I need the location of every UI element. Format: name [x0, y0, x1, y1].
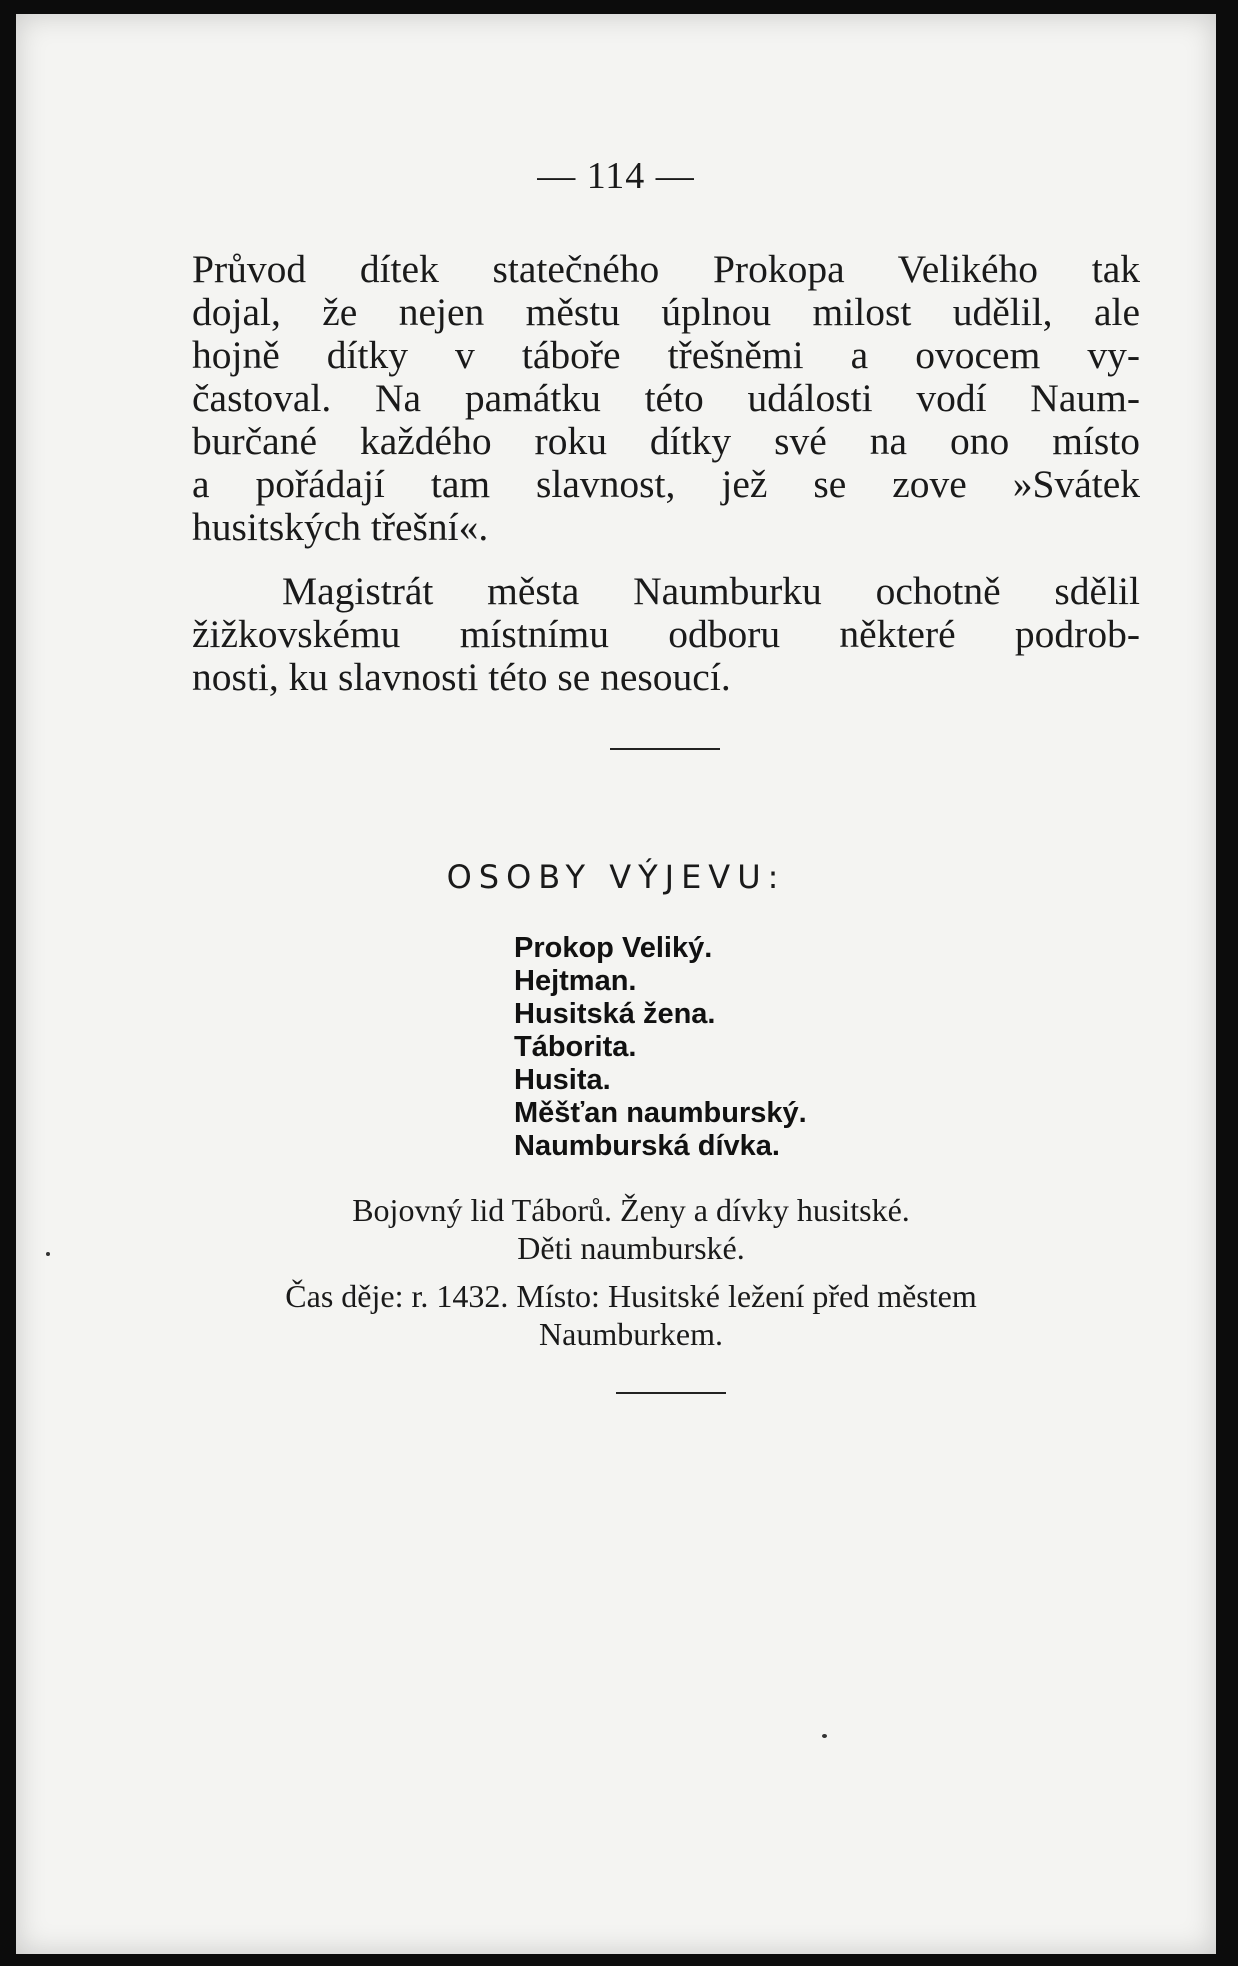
- crowd-line: Bojovný lid Táborů. Ženy a dívky husitské.: [352, 1192, 910, 1228]
- ink-speck: [822, 1734, 827, 1738]
- book-page: [16, 14, 1216, 1954]
- text-line: Magistrát města Naumburku ochotně sdělil: [282, 569, 1140, 613]
- time-place-line: Naumburkem.: [539, 1316, 723, 1352]
- paragraph-2: [192, 570, 1140, 699]
- cast-item: Táborita.: [514, 1031, 637, 1063]
- text-line: a pořádají tam slavnost, jež se zove »Svátek: [192, 462, 1140, 506]
- text-line: dojal, že nejen městu úplnou milost udělil, ale: [192, 290, 1140, 334]
- text-line: častoval. Na památku této události vodí Naum-: [192, 376, 1140, 420]
- text-line: Průvod dítek statečného Prokopa Velikého tak: [192, 247, 1140, 291]
- cast-item: Husita.: [514, 1064, 611, 1096]
- cast-list: [514, 932, 807, 1163]
- crowd-line: Děti naumburské.: [517, 1230, 745, 1266]
- cast-item: Měšťan naumburský.: [514, 1097, 807, 1129]
- cast-item: Naumburská dívka.: [514, 1130, 780, 1162]
- section-divider: [616, 1392, 726, 1394]
- cast-item: Hejtman.: [514, 965, 637, 997]
- time-place-line: Čas děje: r. 1432. Místo: Husitské ležení před městem: [285, 1278, 977, 1314]
- cast-item: Prokop Veliký.: [514, 932, 713, 964]
- text-line: burčané každého roku dítky své na ono místo: [192, 419, 1140, 463]
- paragraph-1: [192, 248, 1140, 549]
- text-line: nosti, ku slavnosti této se nesoucí.: [192, 655, 731, 699]
- section-divider: [610, 748, 720, 750]
- text-line: husitských třešní«.: [192, 505, 489, 549]
- text-line: hojně dítky v táboře třešněmi a ovocem vy-: [192, 333, 1140, 377]
- text-line: žižkovskému místnímu odboru některé podrob-: [192, 612, 1140, 656]
- ink-speck: [46, 1252, 50, 1256]
- page-number: — 114 —: [537, 155, 695, 197]
- cast-item: Husitská žena.: [514, 998, 716, 1030]
- cast-heading: OSOBY VÝJEVU:: [446, 858, 786, 896]
